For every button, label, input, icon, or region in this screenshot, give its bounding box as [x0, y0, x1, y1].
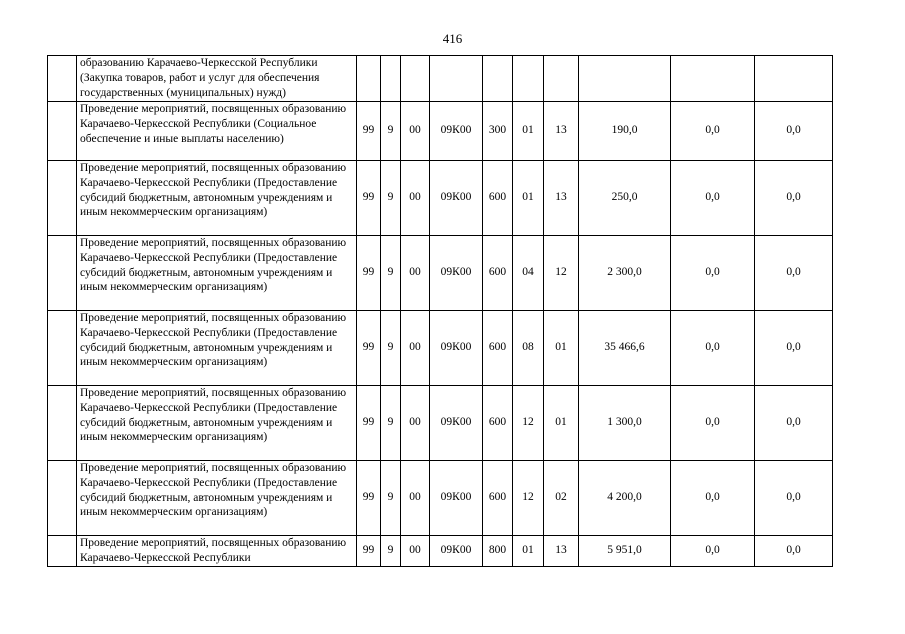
row-description: Проведение мероприятий, посвященных образованию Карачаево-Черкесской Республики (Предоставление субсидий бюджетным, автономным учреждениям и иным некоммерческим организациям): [77, 160, 357, 235]
code-cell: 9: [381, 535, 401, 566]
code-cell: 02: [544, 460, 579, 535]
code-cell: 01: [513, 535, 544, 566]
amount-cell: 0,0: [671, 385, 755, 460]
code-cell: 800: [483, 535, 513, 566]
amount-cell: [755, 56, 833, 102]
code-cell: 13: [544, 535, 579, 566]
code-cell: [430, 56, 483, 102]
code-cell: 09К00: [430, 385, 483, 460]
amount-cell: 0,0: [671, 460, 755, 535]
amount-cell: 0,0: [755, 310, 833, 385]
table-row: [48, 160, 833, 235]
amount-cell: 0,0: [755, 235, 833, 310]
code-cell: 99: [357, 535, 381, 566]
code-cell: 01: [544, 310, 579, 385]
amount-cell: 35 466,6: [579, 310, 671, 385]
table-row: [48, 235, 833, 310]
page-number: 416: [442, 31, 463, 46]
row-description: Проведение мероприятий, посвященных образованию Карачаево-Черкесской Республики: [77, 535, 357, 566]
code-cell: 00: [401, 160, 430, 235]
amount-cell: 5 951,0: [579, 535, 671, 566]
row-spacer-cell: [48, 460, 77, 535]
code-cell: 600: [483, 235, 513, 310]
amount-cell: 2 300,0: [579, 235, 671, 310]
amount-cell: 0,0: [755, 160, 833, 235]
code-cell: 13: [544, 101, 579, 160]
amount-cell: 0,0: [671, 160, 755, 235]
amount-cell: [579, 56, 671, 102]
row-spacer-cell: [48, 235, 77, 310]
code-cell: 01: [513, 160, 544, 235]
amount-cell: 0,0: [671, 310, 755, 385]
row-spacer-cell: [48, 310, 77, 385]
code-cell: 12: [513, 385, 544, 460]
code-cell: 12: [513, 460, 544, 535]
code-cell: 09К00: [430, 535, 483, 566]
code-cell: [513, 56, 544, 102]
amount-cell: 0,0: [755, 385, 833, 460]
row-description: Проведение мероприятий, посвященных образованию Карачаево-Черкесской Республики (Предоставление субсидий бюджетным, автономным учреждениям и иным некоммерческим организациям): [77, 460, 357, 535]
code-cell: 9: [381, 235, 401, 310]
row-description: Проведение мероприятий, посвященных образованию Карачаево-Черкесской Республики (Предоставление субсидий бюджетным, автономным учреждениям и иным некоммерческим организациям): [77, 310, 357, 385]
code-cell: 12: [544, 235, 579, 310]
code-cell: 01: [544, 385, 579, 460]
code-cell: 600: [483, 385, 513, 460]
table-row: [48, 535, 833, 566]
table-row: [48, 101, 833, 160]
row-spacer-cell: [48, 101, 77, 160]
code-cell: 00: [401, 460, 430, 535]
code-cell: 9: [381, 101, 401, 160]
code-cell: 600: [483, 160, 513, 235]
code-cell: 13: [544, 160, 579, 235]
code-cell: 99: [357, 385, 381, 460]
row-description: Проведение мероприятий, посвященных образованию Карачаево-Черкесской Республики (Предоставление субсидий бюджетным, автономным учреждениям и иным некоммерческим организациям): [77, 385, 357, 460]
row-description: Проведение мероприятий, посвященных образованию Карачаево-Черкесской Республики (Социальное обеспечение и иные выплаты населению): [77, 101, 357, 160]
code-cell: 00: [401, 385, 430, 460]
code-cell: 600: [483, 460, 513, 535]
code-cell: 9: [381, 310, 401, 385]
budget-table: [47, 55, 833, 567]
code-cell: 99: [357, 235, 381, 310]
amount-cell: 1 300,0: [579, 385, 671, 460]
row-spacer-cell: [48, 535, 77, 566]
row-description: образованию Карачаево-Черкесской Республики (Закупка товаров, работ и услуг для обеспечения государственных (муниципальных) нужд): [77, 56, 357, 102]
amount-cell: 190,0: [579, 101, 671, 160]
code-cell: 00: [401, 310, 430, 385]
code-cell: 08: [513, 310, 544, 385]
code-cell: 00: [401, 101, 430, 160]
row-spacer-cell: [48, 385, 77, 460]
amount-cell: 4 200,0: [579, 460, 671, 535]
code-cell: 04: [513, 235, 544, 310]
amount-cell: 250,0: [579, 160, 671, 235]
code-cell: [483, 56, 513, 102]
code-cell: 9: [381, 160, 401, 235]
table-row: [48, 385, 833, 460]
table-row: [48, 310, 833, 385]
code-cell: 9: [381, 385, 401, 460]
amount-cell: [671, 56, 755, 102]
amount-cell: 0,0: [755, 101, 833, 160]
code-cell: 99: [357, 310, 381, 385]
row-description: Проведение мероприятий, посвященных образованию Карачаево-Черкесской Республики (Предоставление субсидий бюджетным, автономным учреждениям и иным некоммерческим организациям): [77, 235, 357, 310]
amount-cell: 0,0: [755, 535, 833, 566]
code-cell: 09К00: [430, 235, 483, 310]
amount-cell: 0,0: [671, 101, 755, 160]
amount-cell: 0,0: [671, 235, 755, 310]
code-cell: [544, 56, 579, 102]
code-cell: 600: [483, 310, 513, 385]
code-cell: [381, 56, 401, 102]
amount-cell: 0,0: [671, 535, 755, 566]
table-row: [48, 56, 833, 102]
row-spacer-cell: [48, 56, 77, 102]
code-cell: 99: [357, 101, 381, 160]
code-cell: 00: [401, 235, 430, 310]
code-cell: 00: [401, 535, 430, 566]
amount-cell: 0,0: [755, 460, 833, 535]
code-cell: 09К00: [430, 310, 483, 385]
code-cell: [401, 56, 430, 102]
code-cell: 300: [483, 101, 513, 160]
code-cell: [357, 56, 381, 102]
code-cell: 09К00: [430, 101, 483, 160]
row-spacer-cell: [48, 160, 77, 235]
code-cell: 01: [513, 101, 544, 160]
code-cell: 99: [357, 460, 381, 535]
code-cell: 9: [381, 460, 401, 535]
code-cell: 09К00: [430, 160, 483, 235]
code-cell: 99: [357, 160, 381, 235]
code-cell: 09К00: [430, 460, 483, 535]
table-row: [48, 460, 833, 535]
